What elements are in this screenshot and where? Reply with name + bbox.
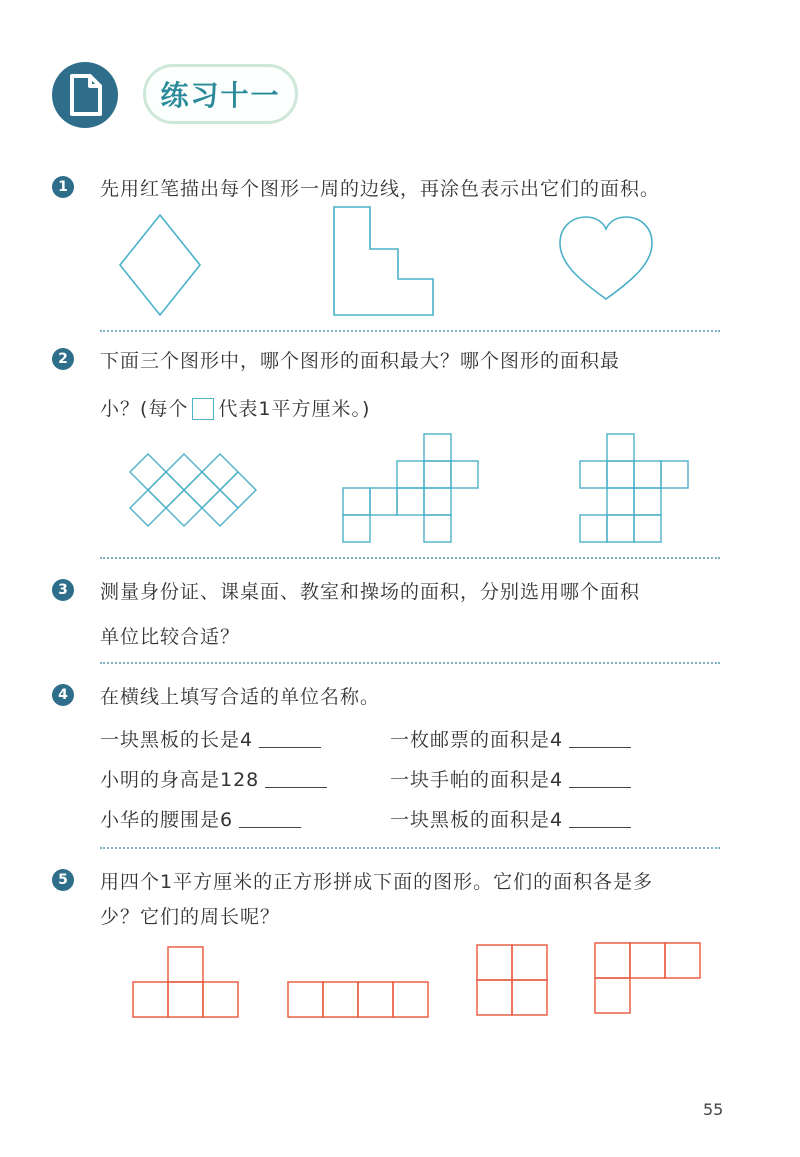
page-number: 55 [703,1100,724,1119]
answer-blank[interactable] [259,729,321,748]
fill-item-label: 一块黑板的面积是4 [390,809,564,831]
t-shape [133,947,238,1017]
question-3-line1: 测量身份证、课桌面、教室和操场的面积，分别选用哪个面积 [100,581,641,603]
staircase-shape [334,207,433,315]
question-number-5: 5 [52,869,74,891]
answer-blank[interactable] [239,809,301,828]
fill-item-label: 一枚邮票的面积是4 [390,729,564,751]
fill-item-label: 一块手帕的面积是4 [390,769,564,791]
question-1-figures [110,205,670,325]
fill-item-label: 小明的身高是128 [100,769,260,791]
question-5-figures [120,935,720,1030]
fill-item [390,725,631,752]
question-2-line2-pre: 小？(每个 [100,398,189,420]
square-shape [477,945,547,1015]
question-number-1: 1 [52,176,74,198]
question-2-line2-post: 代表1平方厘米。) [218,398,371,420]
page-title: 练习十一 [160,79,281,112]
question-1-text: 先用红笔描出每个图形一周的边线，再涂色表示出它们的面积。 [100,178,661,200]
divider-3 [100,662,720,664]
answer-blank[interactable] [265,769,327,788]
fill-item [100,725,321,752]
question-number-3: 3 [52,579,74,601]
diamond-shape [120,215,200,315]
question-5-line1: 用四个1平方厘米的正方形拼成下面的图形。它们的面积各是多 [100,871,654,893]
line-shape [288,982,428,1017]
fill-item [390,765,631,792]
question-number-4: 4 [52,684,74,706]
fill-item-label: 小华的腰围是6 [100,809,234,831]
divider-1 [100,330,720,332]
question-4-text: 在横线上填写合适的单位名称。 [100,686,381,708]
header-badge [52,62,118,128]
question-2-figures [110,430,710,550]
question-2-line1: 下面三个图形中，哪个图形的面积最大？哪个图形的面积最 [100,350,621,372]
document-icon [52,62,118,128]
answer-blank[interactable] [569,769,631,788]
divider-2 [100,557,720,559]
heart-shape [560,217,652,299]
divider-4 [100,847,720,849]
grid-figure-c [580,434,688,542]
fill-item-label: 一块黑板的长是4 [100,729,254,751]
fill-item [100,765,327,792]
answer-blank[interactable] [569,729,631,748]
fill-item [100,805,301,832]
l-shape [595,943,700,1013]
answer-blank[interactable] [569,809,631,828]
grid-figure-b [343,434,478,542]
title-pill [143,64,298,124]
question-2-line2 [100,394,370,421]
fill-item [390,805,631,832]
lattice-figure [130,454,256,526]
unit-square-icon [192,398,214,420]
question-number-2: 2 [52,348,74,370]
question-3-line2: 单位比较合适？ [100,626,241,648]
question-5-line2: 少？它们的周长呢？ [100,906,281,928]
